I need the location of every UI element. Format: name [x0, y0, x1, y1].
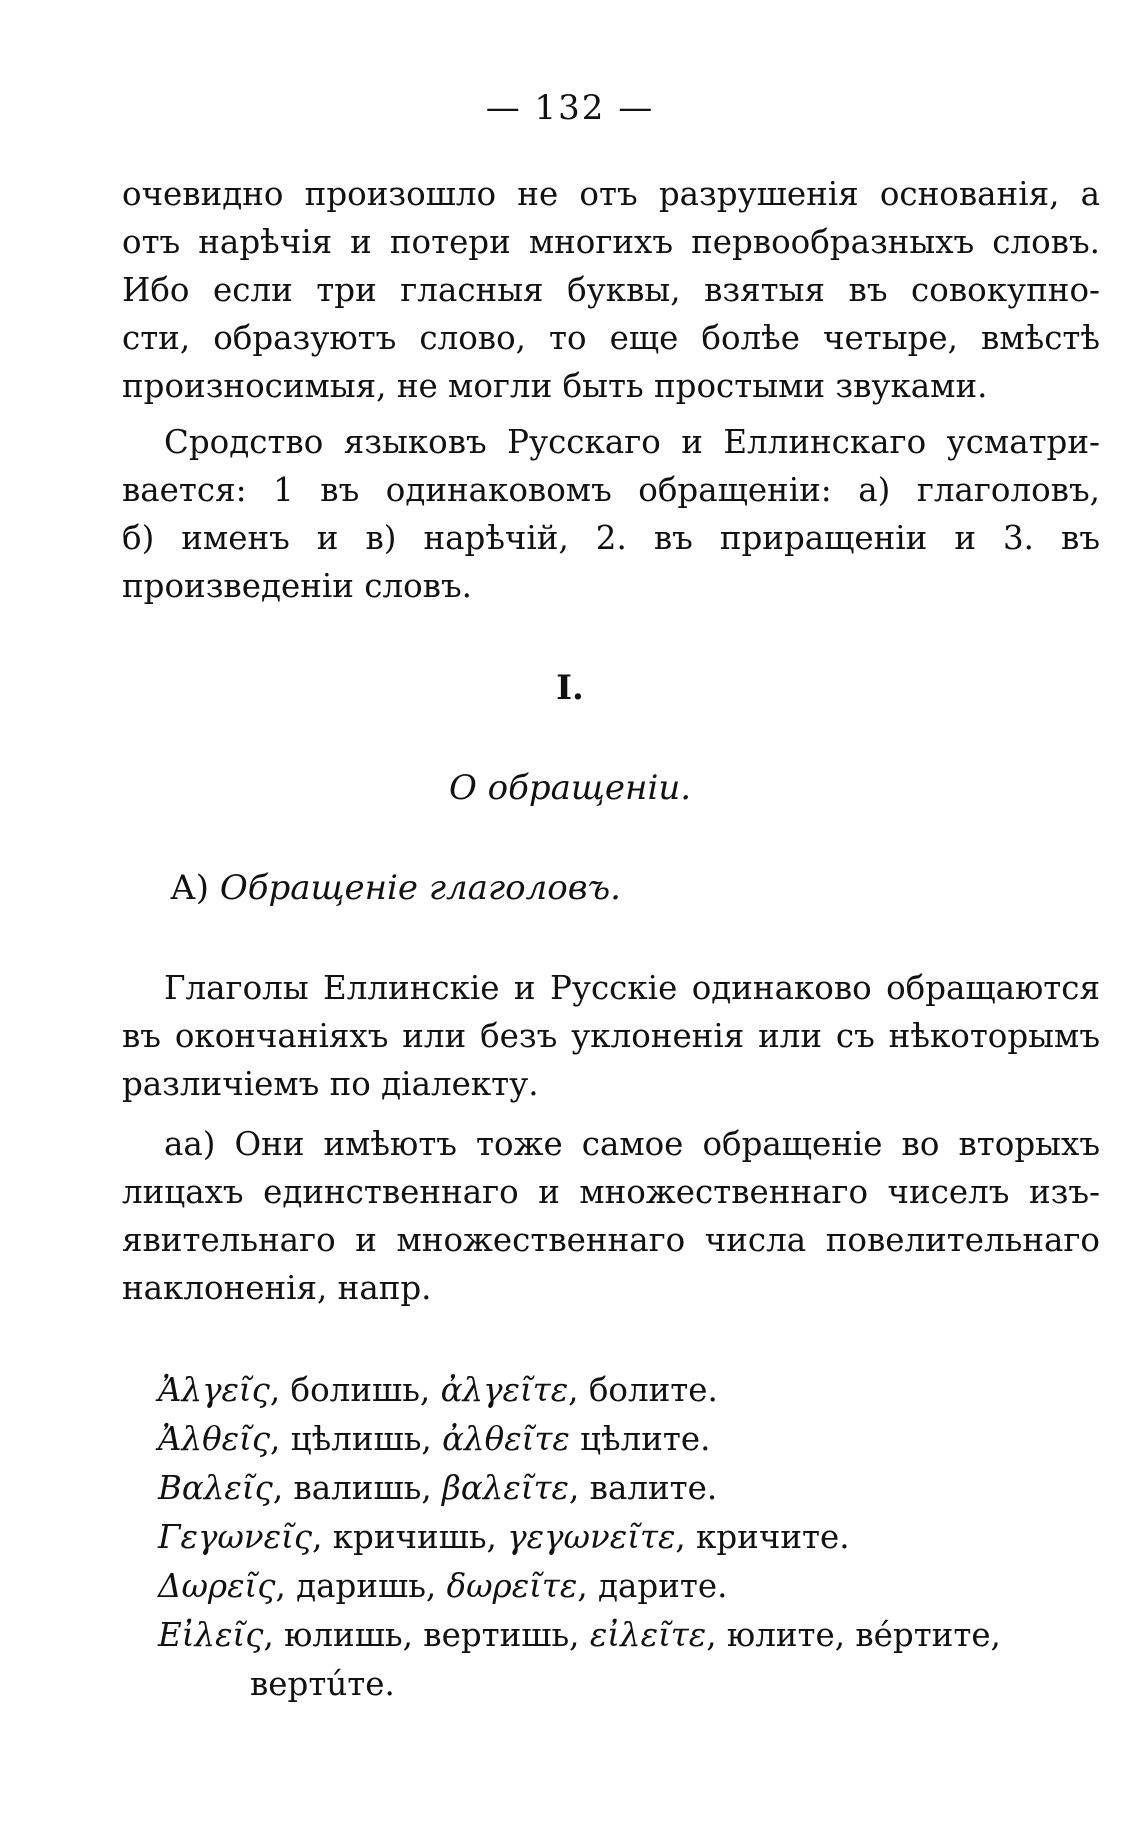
russian-text: , цѣлишь,: [270, 1420, 443, 1458]
text-line: въ окончаніяхъ или безъ уклоненія или съ нѣкоторымъ: [122, 1017, 1100, 1055]
greek-word: ἀλθεῖτε: [442, 1420, 570, 1458]
text-line: явительнаго и множественнаго числа повелительнаго: [122, 1221, 1100, 1259]
subsection-heading: [170, 868, 621, 908]
text-line: аа) Они имѣютъ тоже самое обращеніе во вторыхъ: [164, 1125, 1100, 1163]
example-line: [158, 1415, 1098, 1464]
subsection-letter: А): [170, 868, 210, 908]
example-line: [158, 1611, 1098, 1660]
text-line: произведеніи словъ.: [122, 567, 472, 605]
text-line: Глаголы Еллинскіе и Русскіе одинаково обращаются: [164, 969, 1100, 1007]
russian-text: , валите.: [568, 1469, 718, 1507]
example-line: [158, 1513, 1098, 1562]
paragraph-1: [122, 170, 1100, 410]
russian-text: , болите.: [568, 1371, 718, 1409]
greek-word: Γεγωνεῖς: [158, 1518, 313, 1556]
paragraph-2: [122, 418, 1100, 610]
russian-text: цѣлите.: [569, 1420, 711, 1458]
subsection-title: Обращеніе глаголовъ.: [219, 868, 621, 908]
russian-text: , кричишь,: [312, 1518, 508, 1556]
page-number: — 132 —: [485, 88, 655, 128]
example-line: [158, 1562, 1098, 1611]
text-line: лицахъ единственнаго и множественнаго чиселъ изъ-: [122, 1173, 1100, 1211]
example-continuation: вертúте.: [250, 1665, 395, 1703]
text-line: отъ нарѣчія и потери многихъ первообразныхъ словъ.: [122, 223, 1100, 261]
russian-text: , юлите, вéртите,: [706, 1616, 1001, 1654]
section-title: О обращеніи.: [448, 768, 692, 808]
greek-word: βαλεῖτε: [442, 1469, 569, 1507]
verb-examples-list: [158, 1366, 1098, 1709]
example-line: [158, 1366, 1098, 1415]
greek-word: Εἰλεῖς: [158, 1616, 264, 1654]
greek-word: δωρεῖτε: [446, 1567, 578, 1605]
example-line: [158, 1464, 1098, 1513]
greek-word: Βαλεῖς: [158, 1469, 273, 1507]
text-line: очевидно произошло не отъ разрушенія основанія, а: [122, 175, 1100, 213]
text-line: вается: 1 въ одинаковомъ обращеніи: а) глаголовъ,: [122, 471, 1100, 509]
paragraph-4: [122, 1120, 1100, 1312]
greek-word: γεγωνεῖτε: [507, 1518, 676, 1556]
greek-word: Δωρεῖς: [158, 1567, 276, 1605]
text-line: Ибо если три гласныя буквы, взятыя въ совокупно-: [122, 271, 1100, 309]
greek-word: Ἀλγεῖς: [158, 1371, 270, 1409]
text-line: различіемъ по діалекту.: [122, 1065, 539, 1103]
text-line: б) именъ и в) нарѣчій, 2. въ приращеніи и 3. въ: [122, 519, 1100, 557]
russian-text: , юлишь, вертишь,: [263, 1616, 590, 1654]
section-number: I.: [556, 668, 584, 708]
russian-text: , болишь,: [269, 1371, 441, 1409]
text-line: сти, образуютъ слово, то еще болѣе четыре, вмѣстѣ: [122, 319, 1100, 357]
paragraph-3: [122, 964, 1100, 1108]
text-line: произносимыя, не могли быть простыми звуками.: [122, 367, 988, 405]
russian-text: , кричите.: [675, 1518, 850, 1556]
greek-word: Ἀλθεῖς: [158, 1420, 271, 1458]
text-line: наклоненія, напр.: [122, 1269, 432, 1307]
russian-text: , дарите.: [577, 1567, 728, 1605]
greek-word: ἀλγεῖτε: [440, 1371, 569, 1409]
text-line: Сродство языковъ Русскаго и Еллинскаго усматри-: [164, 423, 1100, 461]
greek-word: εἰλεῖτε: [589, 1616, 707, 1654]
russian-text: , даришь,: [275, 1567, 447, 1605]
russian-text: , валишь,: [272, 1469, 443, 1507]
